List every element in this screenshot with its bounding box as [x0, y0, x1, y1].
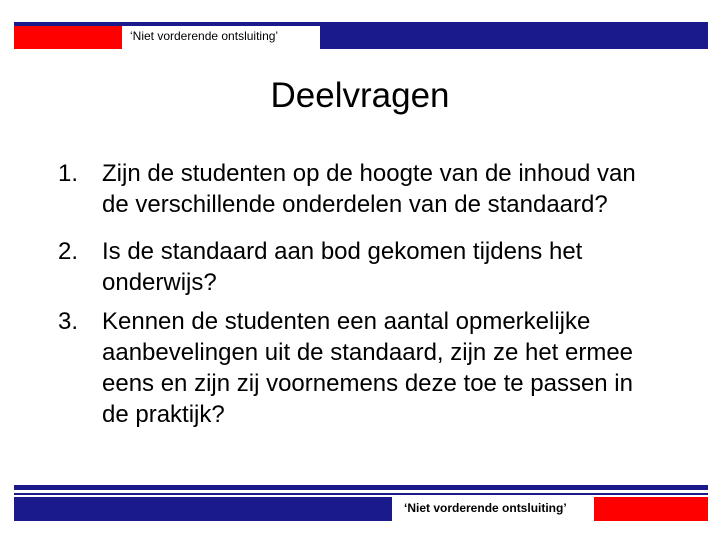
item-text: Kennen de studenten een aantal opmerkelijke aanbevelingen uit de standaard, zijn ze het ermee eens en zijn zij voornemens deze toe te passen in de praktijk?: [102, 308, 634, 428]
footer-line: [14, 485, 708, 490]
footer-line-thin: [14, 493, 708, 495]
item-text: Zijn de studenten op de hoogte van de inhoud van de verschillende onderdelen van de standaard?: [102, 160, 636, 218]
slide-title: Deelvragen: [270, 76, 450, 115]
footer-blue-block: [14, 497, 392, 521]
item-text: Is de standaard aan bod gekomen tijdens het onderwijs?: [102, 238, 583, 296]
footer-banner: [14, 485, 708, 525]
footer-red-block: [594, 497, 708, 521]
header-blue-block: [320, 26, 708, 49]
header-label: ‘Niet vorderende ontsluiting’: [130, 29, 279, 43]
item-number: 3.: [58, 308, 79, 335]
item-number: 1.: [58, 160, 79, 187]
item-number: 2.: [58, 238, 79, 265]
header-red-block: [14, 26, 122, 49]
footer-label: ‘Niet vorderende ontsluiting’: [404, 501, 567, 515]
header-banner: [14, 21, 708, 49]
